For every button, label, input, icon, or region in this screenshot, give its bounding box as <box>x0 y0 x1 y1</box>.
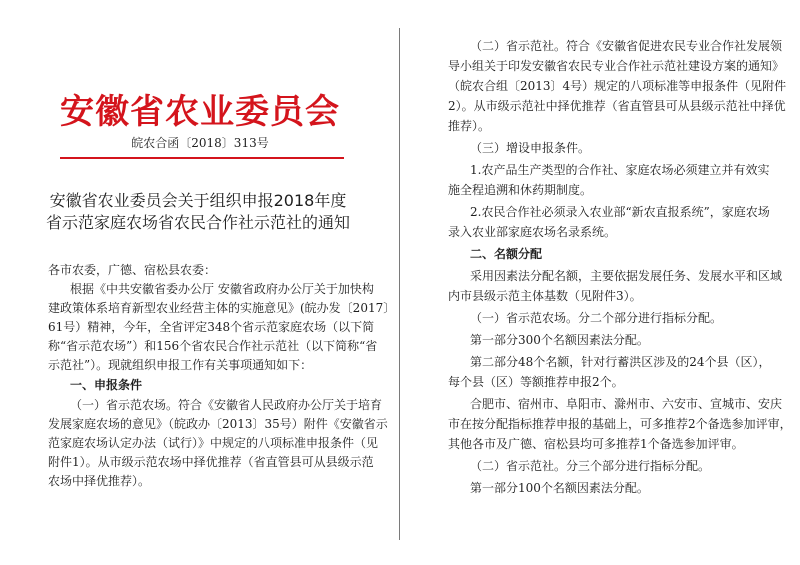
body-line: 农场中择优推荐）。 <box>48 474 151 488</box>
org-title: 安徽省农业委员会 <box>60 92 340 132</box>
body-line: （一）省示范农场。符合《安徽省人民政府办公厅关于培育 <box>70 398 383 412</box>
body-line: 2.农民合作社必须录入农业部“新农直报系统”，家庭农场 <box>470 205 770 219</box>
body-line: （二）省示范社。分三个部分进行指标分配。 <box>470 459 711 473</box>
body-line: 根据《中共安徽省委办公厅 安徽省政府办公厅关于加快构 <box>70 282 374 296</box>
right-page <box>400 0 800 565</box>
body-line: 施全程追溯和休药期制度。 <box>448 183 593 197</box>
body-line: 2）。从市级示范社中择优推荐（省直管县可从县级示范社中择优 <box>448 99 786 113</box>
body-line: 其他各市及广德、宿松县均可多推荐1个备选参加评审。 <box>448 437 744 451</box>
section-heading: 一、申报条件 <box>70 378 143 392</box>
body-line: 附件1）。从市级示范农场中择优推荐（省直管县可从县级示范 <box>48 455 374 469</box>
body-line: 第一部分100个名额因素法分配。 <box>470 481 649 495</box>
red-divider-line <box>60 157 344 159</box>
body-line: 市在按分配指标推荐申报的基础上，可多推荐2个备选参加评审， <box>448 417 792 431</box>
body-line: 推荐）。 <box>448 119 491 133</box>
body-line: 1.农产品生产类型的合作社、家庭农场必须建立并有效实 <box>470 163 770 177</box>
section-heading: 二、名额分配 <box>470 247 543 261</box>
body-line: 录入农业部家庭农场名录系统。 <box>448 225 617 239</box>
body-line: 示范社”）。现就组织申报工作有关事项通知如下： <box>48 358 313 372</box>
body-line: 导小组关于印发安徽省农民专业合作社示范社建设方案的通知》 <box>448 59 785 73</box>
body-line: 第一部分300个名额因素法分配。 <box>470 333 649 347</box>
body-line: 第二部分48个名额，针对行蓄洪区涉及的24个县（区）， <box>470 355 771 369</box>
body-line: 采用因素法分配名额，主要依据发展任务、发展水平和区域 <box>470 269 783 283</box>
salutation: 各市农委，广德、宿松县农委： <box>48 263 217 277</box>
body-line: 发展家庭农场的意见》（皖政办〔2013〕35号）附件《安徽省示 <box>48 417 388 431</box>
body-line: 61号）精神，今年，全省评定348个省示范家庭农场（以下简 <box>48 320 375 334</box>
body-line: （二）省示范社。符合《安徽省促进农民专业合作社发展领 <box>470 39 783 53</box>
body-line: 称“省示范农场”）和156个省农民合作社示范社（以下简称“省 <box>48 339 378 353</box>
body-line: 合肥市、宿州市、阜阳市、滁州市、六安市、宣城市、安庆 <box>470 397 783 411</box>
notice-title-line: 省示范家庭农场省农民合作社示范社的通知 <box>45 213 350 232</box>
notice-title-line: 安徽省农业委员会关于组织申报2018年度 <box>49 191 347 210</box>
body-line: 范家庭农场认定办法（试行）》中规定的八项标准申报条件（见 <box>48 436 379 450</box>
body-line: （皖农合组〔2013〕4号）规定的八项标准等申报条件（见附件 <box>448 79 787 93</box>
body-line: （三）增设申报条件。 <box>470 141 591 155</box>
body-line: （一）省示范农场。分二个部分进行指标分配。 <box>470 311 723 325</box>
body-line: 每个县（区）等额推荐申报2个。 <box>448 375 624 389</box>
doc-number: 皖农合函〔2018〕313号 <box>131 136 269 150</box>
body-line: 建政策体系培育新型农业经营主体的实施意见》(皖办发〔2017〕 <box>48 301 396 315</box>
body-line: 内市县级示范主体基数（见附件3）。 <box>448 289 642 303</box>
